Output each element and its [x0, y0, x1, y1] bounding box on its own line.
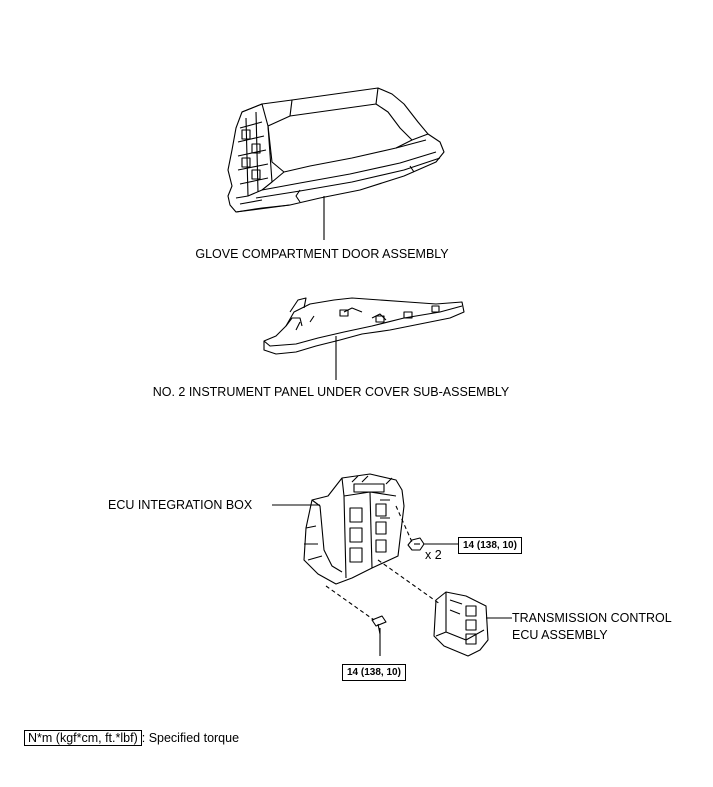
tcu-label-line1: TRANSMISSION CONTROL: [512, 611, 672, 625]
under-cover-label: NO. 2 INSTRUMENT PANEL UNDER COVER SUB-ASSEMBLY: [152, 385, 510, 399]
nut-quantity: x 2: [425, 548, 442, 562]
torque-nuts-box: 14 (138, 10): [458, 537, 522, 554]
legend-unit-box: N*m (kgf*cm, ft.*lbf): [24, 730, 142, 746]
ecu-integration-box-icon: [272, 474, 404, 584]
ecu-box-label: ECU INTEGRATION BOX: [108, 498, 253, 512]
under-cover-icon: [264, 298, 464, 380]
legend-description: : Specified torque: [141, 731, 240, 745]
tcu-label-line2: ECU ASSEMBLY: [512, 628, 608, 642]
bolt-icon: [372, 616, 386, 656]
torque-bolt-box: 14 (138, 10): [342, 664, 406, 681]
torque-legend: [24, 731, 239, 745]
glove-door-label: GLOVE COMPARTMENT DOOR ASSEMBLY: [195, 247, 449, 261]
glove-compartment-door-icon: [228, 88, 444, 240]
transmission-control-ecu-icon: [434, 592, 512, 656]
